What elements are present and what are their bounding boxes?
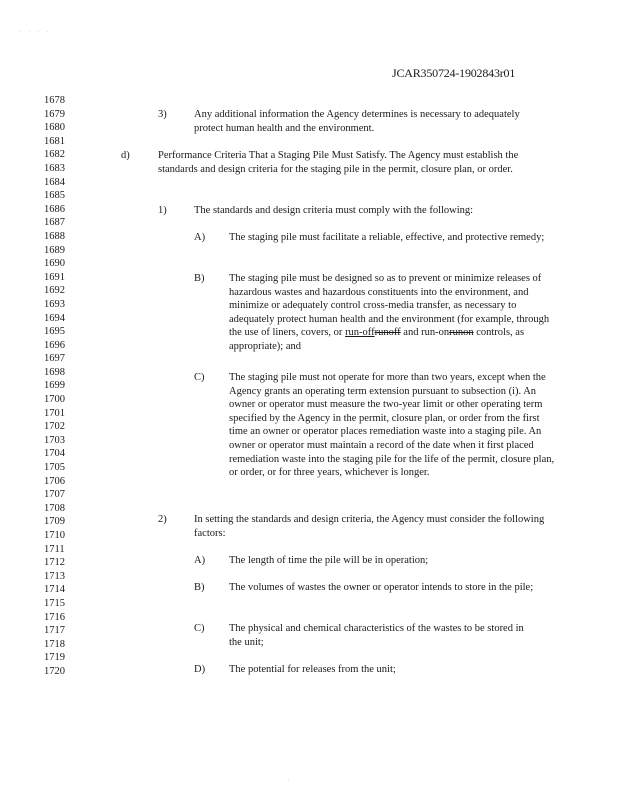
item-1B-text-main: The staging pile must be designed so as to prevent or minimize releases of hazardous wastes and hazardous constituents into the environment, and minimize or adequately control cross-media transfer, as necessary to adequately protect human health and the environment (for example, through the use of liners, covers, or xyxy=(229,273,550,339)
line-number: 1686 xyxy=(44,203,65,215)
line-number: 1695 xyxy=(44,326,65,338)
line-number: 1710 xyxy=(44,530,65,541)
item-1-label: 1) xyxy=(158,205,167,216)
item-3-text: Any additional information the Agency determines is necessary to adequately protect human health and the environment. xyxy=(194,109,520,134)
item-2D-label: D) xyxy=(194,664,206,675)
line-number: 1688 xyxy=(44,230,65,242)
item-3-label: 3) xyxy=(158,109,167,120)
item-2-label: 2) xyxy=(158,514,167,525)
line-number: 1709 xyxy=(44,516,65,528)
runon-deleted: runon xyxy=(449,327,474,339)
item-1-text: The standards and design criteria must comply with the following: xyxy=(194,205,474,216)
line-number: 1719 xyxy=(44,652,65,664)
item-2B-text: The volumes of wastes the owner or operator intends to store in the pile; xyxy=(229,582,534,593)
line-number: 1678 xyxy=(44,95,65,106)
line-number: 1712 xyxy=(44,557,65,569)
line-number: 1687 xyxy=(44,217,65,229)
line-number: 1691 xyxy=(44,271,65,283)
line-number: 1689 xyxy=(44,244,65,256)
runoff-deleted: runoff xyxy=(374,327,401,339)
line-number: 1718 xyxy=(44,638,65,650)
line-number: 1694 xyxy=(44,312,65,324)
line-number: 1701 xyxy=(44,407,65,419)
line-number: 1690 xyxy=(44,258,65,270)
item-1A-text: The staging pile must facilitate a reliable, effective, and protective remedy; xyxy=(229,232,545,243)
line-number: 1717 xyxy=(44,625,65,637)
line-number: 1681 xyxy=(44,135,65,147)
line-number: 1679 xyxy=(44,108,65,120)
line-number: 1716 xyxy=(44,611,65,623)
line-number: 1713 xyxy=(44,570,65,582)
item-1C-label: C) xyxy=(194,372,205,383)
line-number: 1711 xyxy=(44,543,65,555)
item-2D-text: The potential for releases from the unit; xyxy=(229,664,396,675)
line-number: 1702 xyxy=(44,421,65,433)
line-number: 1720 xyxy=(44,665,65,677)
line-number: 1684 xyxy=(44,176,65,188)
line-number: 1698 xyxy=(44,366,65,378)
runoff-inserted: run-off xyxy=(345,327,375,339)
item-2B-label: B) xyxy=(194,582,205,593)
line-number: 1697 xyxy=(44,353,65,365)
line-number: 1692 xyxy=(44,285,65,297)
line-number: 1682 xyxy=(44,149,65,161)
line-number: 1703 xyxy=(44,434,65,446)
corner-mark: . . . . xyxy=(20,28,52,34)
line-number: 1693 xyxy=(44,298,65,310)
item-1B-text-mid: and run-on xyxy=(400,327,450,339)
line-number: 1680 xyxy=(44,122,65,134)
line-number: 1707 xyxy=(44,489,65,501)
line-number-column xyxy=(44,94,65,679)
line-number: 1708 xyxy=(44,502,65,514)
line-number: 1705 xyxy=(44,462,65,474)
item-2C-label: C) xyxy=(194,623,205,634)
item-2A-text: The length of time the pile will be in operation; xyxy=(229,555,429,566)
footer-mark: . xyxy=(288,776,290,782)
document-id: JCAR350724-1902843r01 xyxy=(392,66,516,80)
item-1B-text-end: controls, as appropriate); and xyxy=(229,327,525,352)
item-2C-text: The physical and chemical characteristics of the wastes to be stored in the unit; xyxy=(229,623,524,648)
line-number: 1699 xyxy=(44,380,65,392)
line-number: 1700 xyxy=(44,394,65,406)
item-1C-text: The staging pile must not operate for more than two years, except when the Agency grants an operating term extension pursuant to subsection (i). An owner or operator must measure the two-year limit or other operating term specified by the Agency in the permit, closure plan, or order from the first time an owner or operator places remediation waste into a staging pile. An owner or operator must maintain a record of the date when it first placed remediation waste into the staging pile for the life of the permit, closure plan, or order, or for three years, whichever is longer. xyxy=(229,372,555,479)
line-number: 1683 xyxy=(44,162,65,174)
line-number: 1696 xyxy=(44,339,65,351)
section-d-text: Performance Criteria That a Staging Pile Must Satisfy. The Agency must establish the standards and design criteria for the staging pile in the permit, closure plan, or order. xyxy=(158,150,519,175)
line-number: 1704 xyxy=(44,448,65,460)
line-number: 1715 xyxy=(44,597,65,609)
item-1A-label: A) xyxy=(194,232,206,243)
line-number: 1714 xyxy=(44,584,65,596)
item-2-text: In setting the standards and design criteria, the Agency must consider the following factors: xyxy=(194,514,545,539)
line-number: 1706 xyxy=(44,475,65,487)
item-2A-label: A) xyxy=(194,555,206,566)
line-number: 1685 xyxy=(44,190,65,202)
section-d-label: d) xyxy=(121,150,130,161)
item-1B-label: B) xyxy=(194,273,205,284)
item-1B-text xyxy=(229,272,559,354)
